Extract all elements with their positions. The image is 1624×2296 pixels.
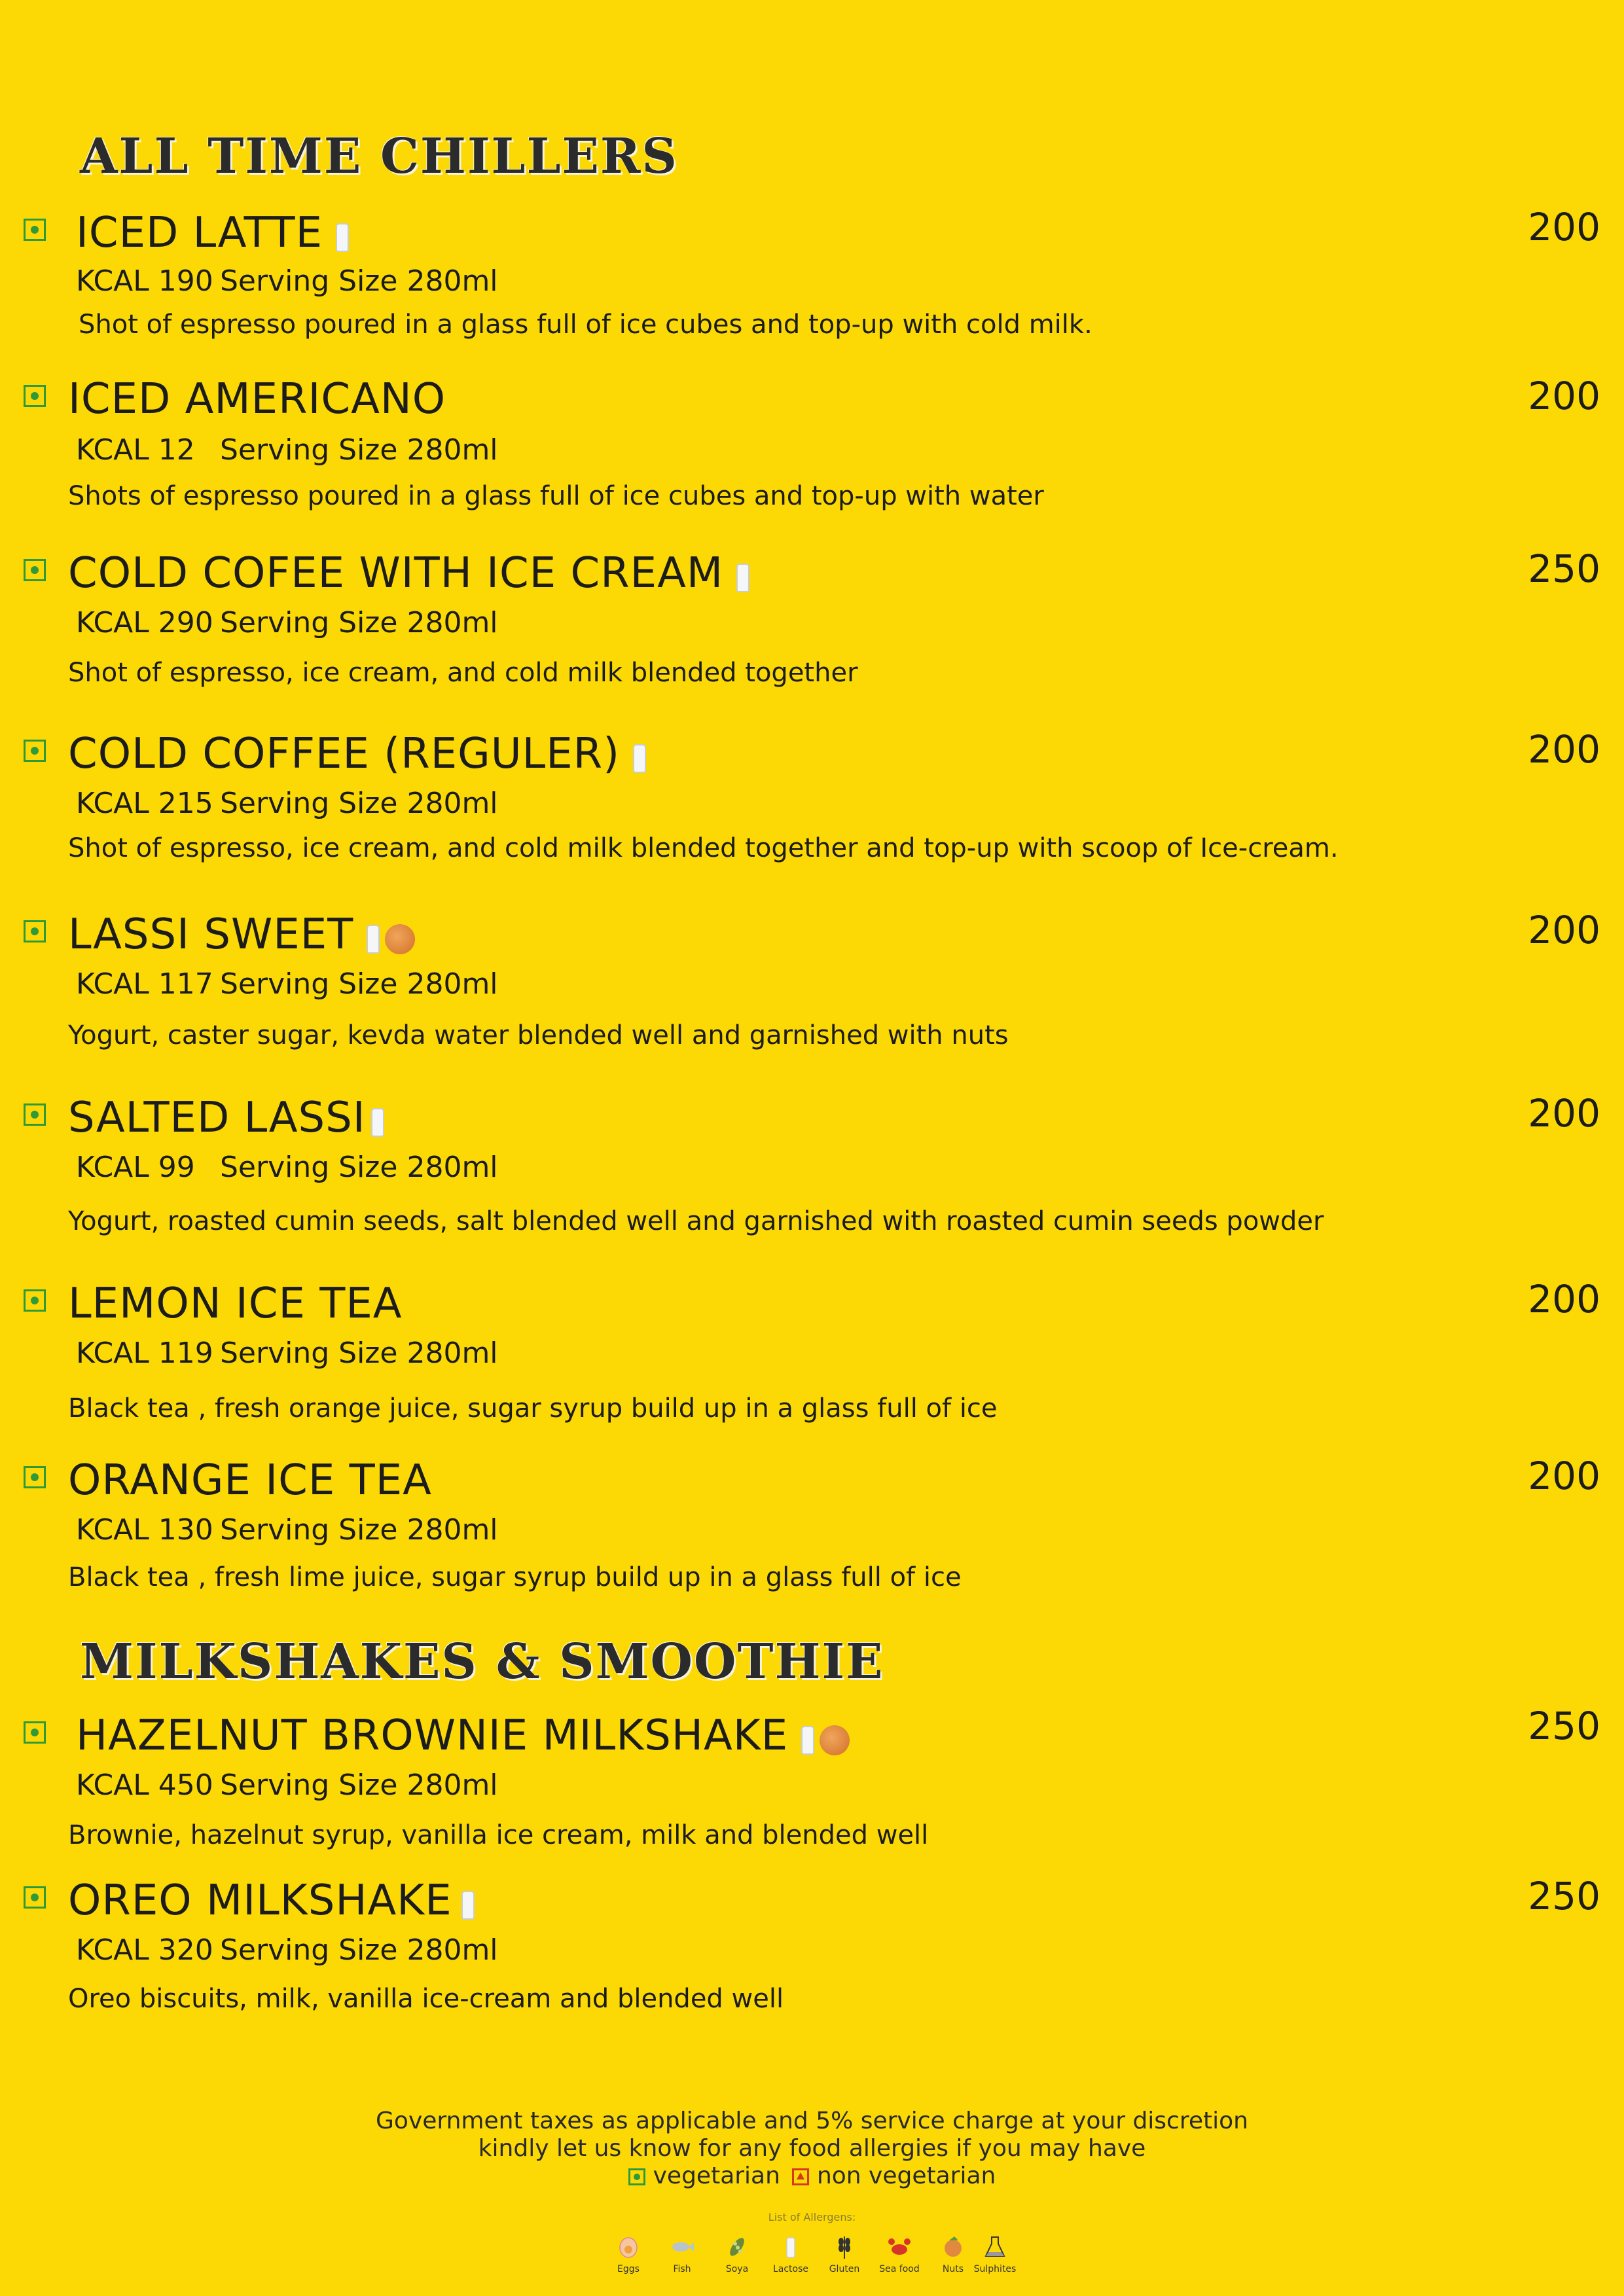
item-serving: Serving Size 280ml [220, 606, 498, 639]
item-kcal: KCAL 215 [76, 787, 213, 820]
item-description: Yogurt, roasted cumin seeds, salt blended well and garnished with roasted cumin seeds powder [68, 1206, 1324, 1236]
allergen-list [602, 2234, 1034, 2280]
item-name: LEMON ICE TEA [68, 1280, 403, 1328]
item-description: Brownie, hazelnut syrup, vanilla ice cream, milk and blended well [68, 1820, 929, 1850]
wheat-icon [831, 2234, 857, 2260]
allergen-item [969, 2234, 1021, 2274]
footer-allergy-note: kindly let us know for any food allergies if you may have [478, 2135, 1146, 2162]
menu-item [0, 1456, 1624, 1613]
section-title-all-time-chillers: ALL TIME CHILLERS [80, 128, 678, 185]
item-kcal: KCAL 99 [76, 1151, 195, 1184]
item-price: 250 [1528, 1874, 1600, 1918]
milk-bottle-icon [367, 925, 380, 954]
soya-icon [724, 2234, 750, 2260]
item-description: Black tea , fresh lime juice, sugar syrup build up in a glass full of ice [68, 1562, 962, 1592]
non-veg-label: non vegetarian [816, 2162, 996, 2189]
menu-item [0, 205, 1624, 365]
item-serving: Serving Size 280ml [220, 1151, 498, 1184]
veg-icon [24, 740, 46, 762]
item-description: Oreo biscuits, milk, vanilla ice-cream and blended well [68, 1984, 784, 2014]
item-meta [76, 264, 498, 298]
item-price: 200 [1528, 908, 1600, 952]
allergen-label: Sulphites [973, 2264, 1017, 2274]
section-title-milkshakes-smoothie: MILKSHAKES & SMOOTHIE [80, 1634, 884, 1690]
menu-item [0, 910, 1624, 1067]
item-kcal: KCAL 12 [76, 433, 195, 467]
crab-icon [886, 2234, 912, 2260]
item-kcal: KCAL 290 [76, 606, 213, 639]
allergen-label: Soya [725, 2264, 749, 2274]
egg-icon [615, 2234, 641, 2260]
item-serving: Serving Size 280ml [220, 1513, 498, 1547]
veg-icon [24, 559, 46, 581]
item-name: ICED AMERICANO [68, 375, 446, 423]
item-meta [76, 433, 498, 467]
milk-bottle-icon [461, 1891, 475, 1920]
item-price: 250 [1528, 1704, 1600, 1748]
item-meta [76, 606, 498, 639]
allergen-label: Fish [673, 2264, 691, 2274]
item-description: Shot of espresso, ice cream, and cold milk blended together and top-up with scoop of Ice-cream. [68, 833, 1339, 863]
item-price: 200 [1528, 1277, 1600, 1321]
veg-icon [24, 1886, 46, 1909]
item-price: 200 [1528, 205, 1600, 249]
item-name: HAZELNUT BROWNIE MILKSHAKE [76, 1715, 850, 1759]
nuts-icon [385, 924, 415, 954]
menu-item [0, 1706, 1624, 1863]
item-serving: Serving Size 280ml [220, 433, 498, 467]
milk-bottle-icon [801, 1726, 814, 1755]
allergen-item [818, 2234, 871, 2274]
allergen-label: Nuts [942, 2264, 964, 2274]
item-kcal: KCAL 119 [76, 1336, 213, 1370]
veg-label: vegetarian [653, 2162, 780, 2189]
allergen-item [873, 2234, 926, 2274]
item-description: Yogurt, caster sugar, kevda water blended well and garnished with nuts [68, 1020, 1009, 1050]
milk-bottle-icon [736, 564, 749, 592]
nuts-icon [940, 2234, 966, 2260]
veg-icon [24, 219, 46, 241]
item-meta [76, 789, 498, 818]
item-description: Black tea , fresh orange juice, sugar syrup build up in a glass full of ice [68, 1393, 998, 1424]
item-meta [76, 1153, 498, 1182]
menu-item [0, 1876, 1624, 2033]
menu-item [0, 376, 1624, 533]
milk-bottle-icon [633, 744, 646, 773]
item-description: Shot of espresso poured in a glass full of ice cubes and top-up with cold milk. [79, 310, 1092, 340]
item-meta [76, 1513, 498, 1547]
allergen-label: Gluten [829, 2264, 860, 2274]
allergen-item [656, 2234, 708, 2274]
milk-bottle-icon [778, 2234, 804, 2260]
item-price: 250 [1528, 547, 1600, 591]
item-kcal: KCAL 117 [76, 967, 213, 1001]
menu-item [0, 729, 1624, 886]
veg-legend [0, 2162, 1624, 2189]
veg-icon [24, 1721, 46, 1744]
menu-item [0, 1093, 1624, 1250]
item-kcal: KCAL 130 [76, 1513, 213, 1547]
veg-icon [24, 1103, 46, 1126]
item-name: SALTED LASSI [68, 1097, 389, 1141]
item-description: Shot of espresso, ice cream, and cold milk blended together [68, 658, 858, 688]
item-meta [76, 1933, 498, 1967]
item-meta [76, 1768, 498, 1802]
item-kcal: KCAL 450 [76, 1768, 213, 1802]
item-description: Shots of espresso poured in a glass full of ice cubes and top-up with water [68, 481, 1044, 511]
milk-bottle-icon [371, 1108, 384, 1137]
flask-icon [982, 2234, 1008, 2260]
item-name: ORANGE ICE TEA [68, 1456, 432, 1505]
item-serving: Serving Size 280ml [220, 1768, 498, 1802]
item-name: LASSI SWEET [68, 914, 415, 958]
item-name: COLD COFEE WITH ICE CREAM [68, 552, 755, 596]
item-serving: Serving Size 280ml [220, 967, 498, 1001]
allergen-item [765, 2234, 817, 2274]
veg-icon [24, 1289, 46, 1312]
item-meta [76, 1336, 498, 1370]
non-veg-icon [792, 2168, 809, 2185]
item-price: 200 [1528, 727, 1600, 772]
item-serving: Serving Size 280ml [220, 264, 498, 298]
item-kcal: KCAL 190 [76, 264, 213, 298]
allergen-label: Eggs [617, 2264, 640, 2274]
item-name: ICED LATTE [76, 212, 354, 256]
allergen-item [711, 2234, 763, 2274]
milk-bottle-icon [336, 223, 349, 252]
item-price: 200 [1528, 1454, 1600, 1498]
item-price: 200 [1528, 374, 1600, 418]
fish-icon [669, 2234, 695, 2260]
menu-item [0, 1279, 1624, 1436]
item-price: 200 [1528, 1091, 1600, 1136]
veg-icon [24, 920, 46, 942]
veg-icon [24, 1466, 46, 1488]
menu-item [0, 548, 1624, 706]
item-serving: Serving Size 280ml [220, 1933, 498, 1967]
item-serving: Serving Size 280ml [220, 1336, 498, 1370]
item-name: COLD COFFEE (REGULER) [68, 733, 651, 777]
item-meta [76, 967, 498, 1001]
footer-tax-note: Government taxes as applicable and 5% service charge at your discretion [376, 2108, 1248, 2134]
veg-icon [628, 2168, 645, 2185]
allergen-title: List of Allergens: [768, 2211, 856, 2223]
allergen-item [602, 2234, 655, 2274]
nuts-icon [820, 1725, 850, 1755]
veg-icon [24, 385, 46, 407]
item-serving: Serving Size 280ml [220, 787, 498, 820]
item-name: OREO MILKSHAKE [68, 1880, 480, 1924]
item-kcal: KCAL 320 [76, 1933, 213, 1967]
allergen-label: Lactose [772, 2264, 809, 2274]
allergen-label: Sea food [879, 2264, 920, 2274]
